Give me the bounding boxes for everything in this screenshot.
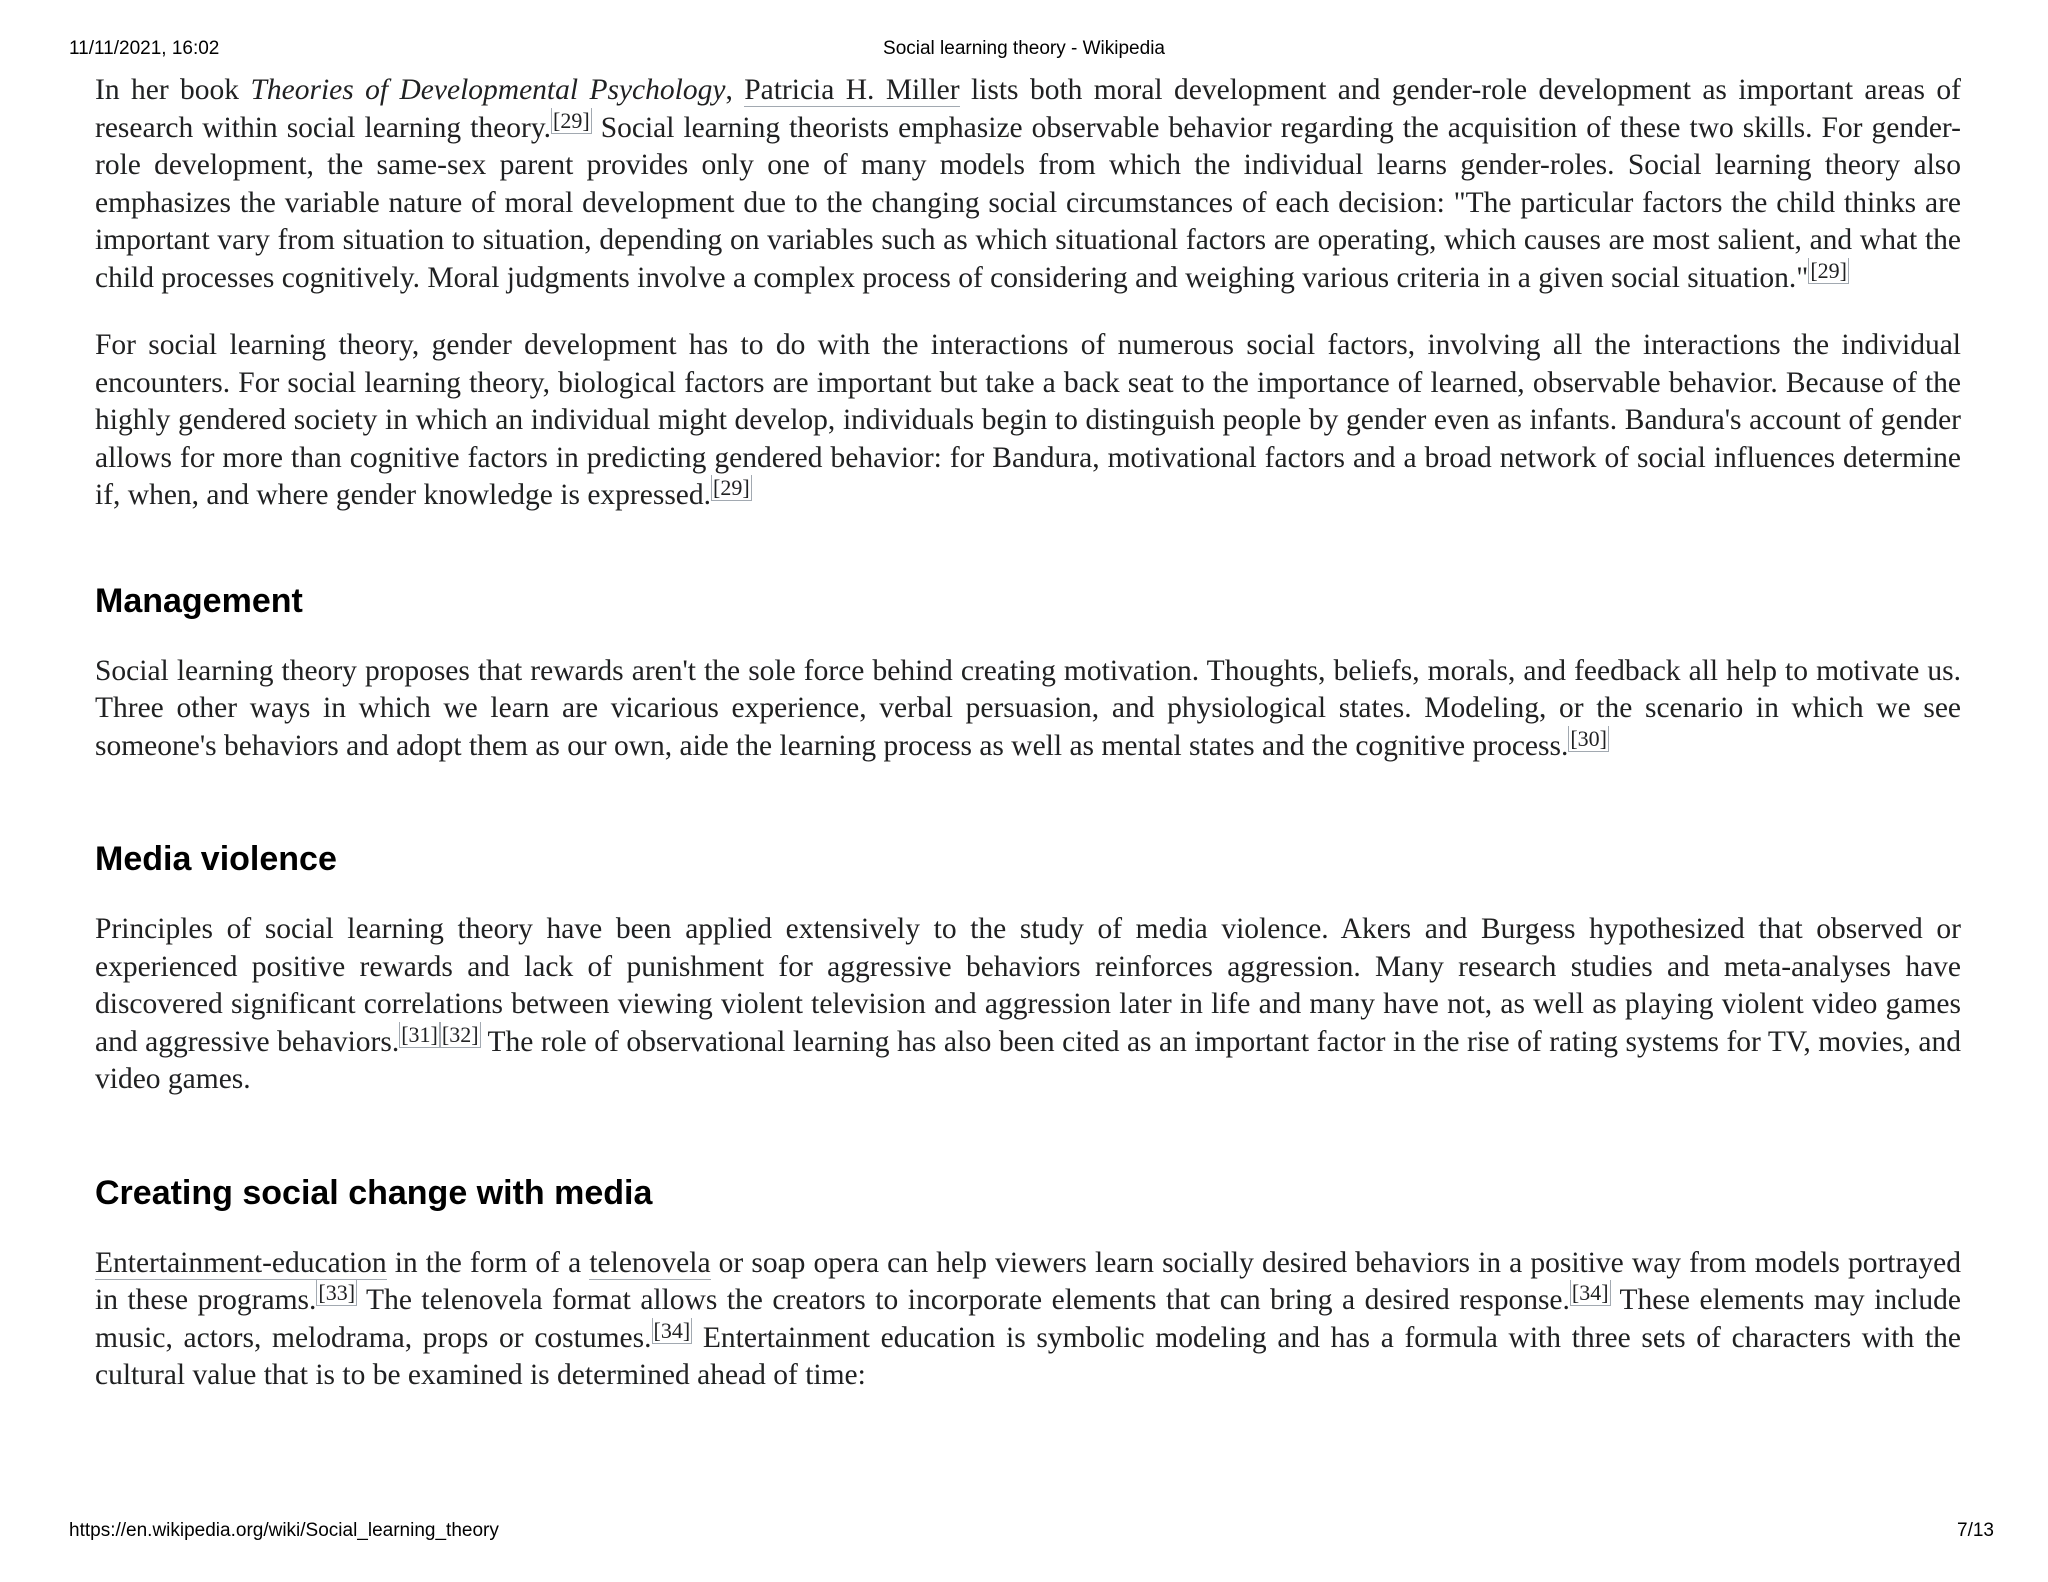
paragraph-miller <box>95 72 1961 297</box>
paragraph-social-change <box>95 1245 1961 1395</box>
citation-link[interactable]: [29] <box>713 475 750 500</box>
heading-creating-social-change: Creating social change with media <box>95 1173 653 1212</box>
print-url: https://en.wikipedia.org/wiki/Social_learning_theory <box>69 1520 499 1541</box>
citation-link[interactable]: [31] <box>401 1021 438 1047</box>
text-run: lists both moral development and gender-role development as important areas of research within social learning theory. <box>95 74 1961 144</box>
citation-33[interactable] <box>316 1280 357 1306</box>
print-page-title: Social learning theory - Wikipedia <box>883 38 1165 59</box>
text-run: Social learning theory proposes that rewards aren't the sole force behind creating motivation. Thoughts, beliefs, morals, and feedback all help to motivate us. Three other ways in which we learn are vicarious experience, verbal persuasion, and physiological states. Modeling, or the scenario in which we see someone's behaviors and adopt them as our own, aide the learning process as well as mental states and the cognitive process. <box>95 654 1961 762</box>
print-footer <box>0 1520 2048 1546</box>
paragraph-gender-development <box>95 327 1961 515</box>
print-page-number: 7/13 <box>1957 1520 1994 1541</box>
text-run: The role of observational learning has also been cited as an important factor in the rise of rating systems for TV, movies, and video games. <box>95 1025 1961 1095</box>
citation-link[interactable]: [30] <box>1570 725 1607 751</box>
text-run: In her book <box>95 74 251 106</box>
text-run: Principles of social learning theory have been applied extensively to the study of media violence. Akers and Burgess hypothesized that observed or experienced positive rewards and lack of punishment for aggressive behaviors reinforces aggression. Many research studies and meta-analyses have discovered significant correlations between viewing violent television and aggression later in life and many have not, as well as playing violent video games and aggressive behaviors. <box>95 913 1961 1058</box>
text-run: The telenovela format allows the creators to incorporate elements that can bring a desired response. <box>357 1284 1570 1316</box>
print-datetime: 11/11/2021, 16:02 <box>69 38 220 59</box>
citation-29[interactable] <box>1808 258 1849 284</box>
heading-management: Management <box>95 581 303 620</box>
book-title: Theories of Developmental Psychology <box>250 74 726 106</box>
text-run: or soap opera can help viewers learn socially desired behaviors in a positive way from models portrayed in these programs. <box>95 1246 1961 1316</box>
link-entertainment-education[interactable]: Entertainment-education <box>95 1246 387 1279</box>
link-patricia-h-miller[interactable]: Patricia H. Miller <box>744 74 960 106</box>
text-run: Entertainment education is symbolic modeling and has a formula with three sets of characters with the cultural value that is to be examined is determined ahead of time: <box>95 1321 1961 1391</box>
article-content <box>95 72 1961 1395</box>
link-telenovela[interactable]: telenovela <box>589 1246 711 1279</box>
print-header <box>0 38 2048 64</box>
citation-31[interactable] <box>399 1022 440 1048</box>
citation-link[interactable]: [34] <box>653 1317 691 1343</box>
citation-30[interactable] <box>1568 726 1609 752</box>
citation-34[interactable] <box>1570 1280 1611 1306</box>
citation-link[interactable]: [29] <box>1810 257 1847 283</box>
citation-29[interactable] <box>551 108 592 134</box>
citation-link[interactable]: [33] <box>318 1280 356 1305</box>
text-run: in the form of a <box>386 1246 590 1279</box>
citation-link[interactable]: [29] <box>553 107 590 133</box>
citation-link[interactable]: [32] <box>441 1021 479 1047</box>
text-run: Social learning theorists emphasize observable behavior regarding the acquisition of these two skills. For gender-role development, the same-sex parent provides only one of many models from which the individual learns gender-roles. Social learning theory also emphasizes the variable nature of moral development due to the changing social circumstances of each decision: "The particular factors the child thinks are important vary from situation to situation, depending on variables such as which situational factors are operating, which causes are most salient, and what the child processes cognitively. Moral judgments involve a complex process of considering and weighing various criteria in a given social situation." <box>95 111 1961 294</box>
text-run: These elements may include music, actors, melodrama, props or costumes. <box>95 1284 1961 1354</box>
paragraph-media-violence <box>95 911 1961 1099</box>
citation-link[interactable]: [34] <box>1571 1280 1609 1305</box>
citation-32[interactable] <box>440 1022 481 1048</box>
text-run: For social learning theory, gender development has to do with the interactions of numerous social factors, involving all the interactions the individual encounters. For social learning theory, biological factors are important but take a back seat to the importance of learned, observable behavior. Because of the highly gendered society in which an individual might develop, individuals begin to distinguish people by gender even as infants. Bandura's account of gender allows for more than cognitive factors in predicting gendered behavior: for Bandura, motivational factors and a broad network of social influences determine if, when, and where gender knowledge is expressed. <box>95 329 1961 511</box>
text-run: , <box>725 74 745 106</box>
heading-media-violence: Media violence <box>95 840 337 878</box>
citation-34[interactable] <box>652 1318 693 1344</box>
citation-29[interactable] <box>711 475 752 501</box>
paragraph-management <box>95 653 1961 766</box>
